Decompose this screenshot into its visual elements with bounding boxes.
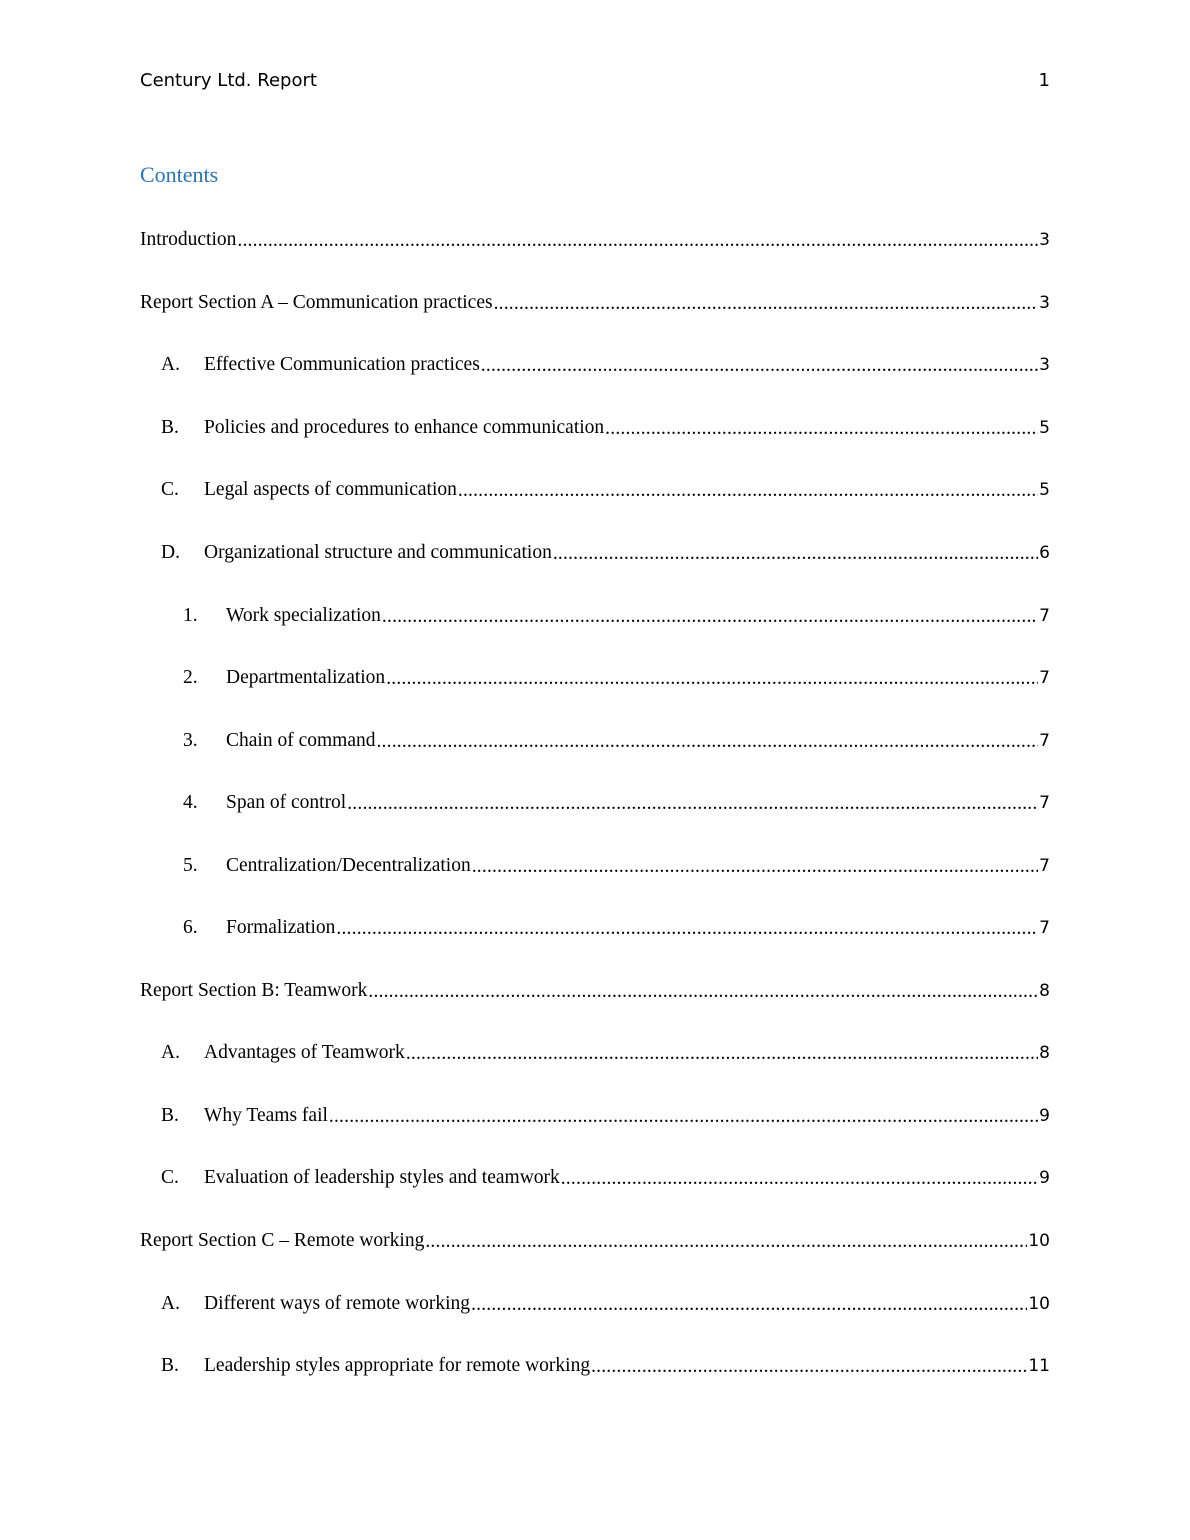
toc-entry-label: Organizational structure and communication <box>204 542 552 563</box>
toc-leader-dots <box>481 355 1038 377</box>
toc-entry-a-legal[interactable] <box>140 459 1050 522</box>
toc-entry-page: 7 <box>1039 605 1050 626</box>
toc-leader-dots <box>406 1043 1038 1065</box>
toc-entry-number: 1. <box>183 604 198 626</box>
toc-leader-dots <box>382 606 1038 628</box>
toc-entry-page: 8 <box>1039 980 1050 1001</box>
toc-entry-a-organizational-structure[interactable] <box>140 522 1050 585</box>
toc-leader-dots <box>237 230 1038 252</box>
toc-entry-number: B. <box>161 1104 179 1126</box>
toc-entry-label: Legal aspects of communication <box>204 479 457 501</box>
toc-entry-c-leadership-remote[interactable] <box>140 1335 1050 1398</box>
toc-entry-centralization[interactable] <box>140 834 1050 897</box>
toc-entry-page: 10 <box>1028 1293 1050 1314</box>
toc-entry-label: Report Section C – Remote working <box>140 1230 425 1252</box>
toc-entry-a-effective-communication[interactable] <box>140 334 1050 397</box>
toc-entry-c-remote-ways[interactable] <box>140 1272 1050 1335</box>
toc-entry-number: C. <box>161 479 179 501</box>
toc-entry-page: 5 <box>1039 417 1050 438</box>
toc-entry-page: 9 <box>1039 1105 1050 1126</box>
toc-entry-number: A. <box>161 1292 180 1314</box>
toc-entry-label: Evaluation of leadership styles and teamwork <box>204 1167 560 1189</box>
toc-leader-dots <box>368 981 1038 1003</box>
toc-leader-dots <box>553 543 1038 565</box>
toc-entry-page: 8 <box>1039 1043 1050 1064</box>
report-title: Century Ltd. Report <box>140 70 317 91</box>
toc-entry-page: 10 <box>1028 1231 1050 1252</box>
toc-entry-b-leadership-evaluation[interactable] <box>140 1147 1050 1210</box>
toc-entry-page: 7 <box>1039 730 1050 751</box>
toc-entry-number: B. <box>161 416 179 438</box>
toc-leader-dots <box>472 856 1038 878</box>
toc-entry-page: 7 <box>1039 855 1050 876</box>
toc-entry-label: Advantages of Teamwork <box>204 1042 405 1064</box>
table-of-contents <box>140 209 1050 1397</box>
toc-entry-formalization[interactable] <box>140 897 1050 960</box>
toc-leader-dots <box>471 1294 1027 1316</box>
toc-entry-label: Departmentalization <box>226 667 386 689</box>
toc-entry-label: Leadership styles appropriate for remote working <box>204 1355 591 1377</box>
toc-entry-page: 7 <box>1039 793 1050 814</box>
toc-entry-label: Introduction <box>140 229 237 251</box>
toc-leader-dots <box>458 480 1038 502</box>
toc-entry-number: C. <box>161 1167 179 1189</box>
toc-leader-dots <box>386 668 1038 690</box>
toc-entry-page: 11 <box>1028 1356 1050 1377</box>
toc-entry-label: Chain of command <box>226 729 376 751</box>
toc-entry-number: A. <box>161 1042 180 1064</box>
page-header <box>140 70 1050 98</box>
toc-leader-dots <box>336 918 1038 940</box>
toc-entry-b-advantages[interactable] <box>140 1022 1050 1085</box>
toc-entry-label: Policies and procedures to enhance communication <box>204 416 605 438</box>
toc-leader-dots <box>347 793 1038 815</box>
toc-entry-number: 2. <box>183 667 198 689</box>
toc-leader-dots <box>605 418 1038 440</box>
toc-entry-section-c[interactable] <box>140 1210 1050 1273</box>
toc-entry-number: 4. <box>183 792 198 814</box>
toc-entry-page: 3 <box>1039 355 1050 376</box>
toc-entry-a-policies[interactable] <box>140 397 1050 460</box>
toc-entry-introduction[interactable] <box>140 209 1050 272</box>
toc-entry-label: Report Section B: Teamwork <box>140 979 368 1001</box>
toc-entry-number: 6. <box>183 917 198 939</box>
toc-entry-page: 3 <box>1039 292 1050 313</box>
toc-entry-label: Report Section A – Communication practices <box>140 291 493 313</box>
toc-entry-number: 3. <box>183 729 198 751</box>
toc-leader-dots <box>376 731 1038 753</box>
toc-entry-page: 7 <box>1039 668 1050 689</box>
toc-entry-label: Formalization <box>226 917 336 939</box>
toc-entry-page: 9 <box>1039 1168 1050 1189</box>
toc-entry-departmentalization[interactable] <box>140 647 1050 710</box>
toc-entry-number: 5. <box>183 854 198 876</box>
toc-entry-b-why-teams-fail[interactable] <box>140 1085 1050 1148</box>
toc-entry-section-a[interactable] <box>140 272 1050 335</box>
toc-leader-dots <box>591 1356 1027 1378</box>
toc-entry-number: D. <box>161 542 180 563</box>
toc-entry-span-of-control[interactable] <box>140 772 1050 835</box>
toc-entry-work-specialization[interactable] <box>140 584 1050 647</box>
toc-entry-label: Different ways of remote working <box>204 1292 471 1314</box>
toc-entry-section-b[interactable] <box>140 960 1050 1023</box>
toc-entry-page: 5 <box>1039 480 1050 501</box>
toc-heading: Contents <box>140 162 219 187</box>
toc-leader-dots <box>329 1106 1038 1128</box>
page-number: 1 <box>1038 70 1050 91</box>
toc-entry-label: Effective Communication practices <box>204 354 480 376</box>
toc-entry-label: Centralization/Decentralization <box>226 854 471 876</box>
toc-leader-dots <box>494 293 1039 315</box>
toc-entry-label: Work specialization <box>226 604 381 626</box>
toc-entry-chain-of-command[interactable] <box>140 709 1050 772</box>
toc-entry-page: 6 <box>1039 543 1050 563</box>
toc-entry-label: Why Teams fail <box>204 1104 328 1126</box>
toc-entry-number: A. <box>161 354 180 376</box>
toc-entry-page: 3 <box>1039 230 1050 251</box>
toc-entry-number: B. <box>161 1355 179 1377</box>
toc-entry-label: Span of control <box>226 792 347 814</box>
toc-entry-page: 7 <box>1039 918 1050 939</box>
toc-leader-dots <box>425 1231 1027 1253</box>
toc-leader-dots <box>561 1168 1038 1190</box>
